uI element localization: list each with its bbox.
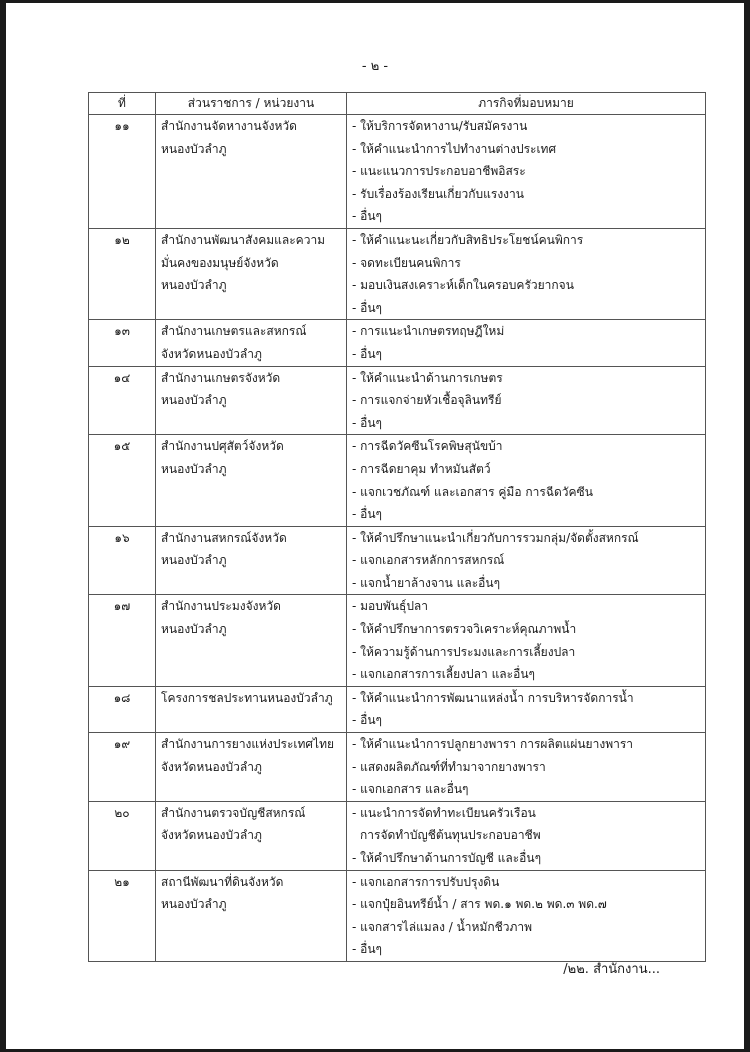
task-item: การจัดทำบัญชีต้นทุนประกอบอาชีพ xyxy=(360,828,541,843)
agency-name-line: สถานีพัฒนาที่ดินจังหวัด xyxy=(161,874,284,889)
header-number: ที่ xyxy=(89,93,156,115)
agency-cell xyxy=(156,115,347,229)
task-item: - ให้คำปรึกษาแนะนำเกี่ยวกับการรวมกลุ่ม/จัดตั้งสหกรณ์ xyxy=(352,530,639,545)
agency-cell xyxy=(156,320,347,366)
task-item: - ให้คำแนะนำการปลูกยางพารา การผลิตแผ่นยางพารา xyxy=(352,737,634,752)
table-row xyxy=(89,435,706,526)
tasks-cell xyxy=(347,366,706,435)
document-page xyxy=(6,3,744,1049)
task-item: - จดทะเบียนคนพิการ xyxy=(352,255,461,270)
row-number: ๑๕ xyxy=(89,435,156,526)
task-item: - รับเรื่องร้องเรียนเกี่ยวกับแรงงาน xyxy=(352,186,524,201)
agency-cell xyxy=(156,366,347,435)
agency-name-line: สำนักงานตรวจบัญชีสหกรณ์ xyxy=(161,805,306,820)
agency-name-line: จังหวัดหนองบัวลำภู xyxy=(161,346,262,361)
agency-name-line: สำนักงานประมงจังหวัด xyxy=(161,599,281,614)
agency-name-line: จังหวัดหนองบัวลำภู xyxy=(161,828,262,843)
tasks-cell xyxy=(347,320,706,366)
task-item: - แจกน้ำยาล้างจาน และอื่นๆ xyxy=(352,575,501,590)
agency-cell xyxy=(156,526,347,595)
continuation-reference: /๒๒. สำนักงาน... xyxy=(563,962,660,977)
task-item: - การฉีดยาคุม ทำหมันสัตว์ xyxy=(352,461,491,476)
task-item: - ให้คำแนะนะเกี่ยวกับสิทธิประโยชน์คนพิการ xyxy=(352,232,584,247)
table-row xyxy=(89,228,706,319)
table-row xyxy=(89,870,706,961)
agency-name-line: จังหวัดหนองบัวลำภู xyxy=(161,759,262,774)
task-item: - แนะแนวการประกอบอาชีพอิสระ xyxy=(352,164,526,179)
tasks-cell xyxy=(347,870,706,961)
row-number: ๑๔ xyxy=(89,366,156,435)
agency-name-line: สำนักงานพัฒนาสังคมและความ xyxy=(161,232,326,247)
task-item: - อื่นๆ xyxy=(352,507,382,522)
table-row xyxy=(89,686,706,732)
agency-name-line: สำนักงานการยางแห่งประเทศไทย xyxy=(161,737,335,752)
agency-name-line: หนองบัวลำภู xyxy=(161,897,227,912)
task-item: - อื่นๆ xyxy=(352,713,382,728)
task-item: - การฉีดวัคซีนโรคพิษสุนัขบ้า xyxy=(352,439,503,454)
agency-name-line: หนองบัวลำภู xyxy=(161,461,227,476)
agency-cell xyxy=(156,733,347,802)
tasks-cell xyxy=(347,526,706,595)
task-item: - แจกเอกสารการปรับปรุงดิน xyxy=(352,874,500,889)
agency-cell xyxy=(156,801,347,870)
tasks-cell xyxy=(347,228,706,319)
table-body xyxy=(89,115,706,962)
task-item: - มอบพันธุ์ปลา xyxy=(352,599,429,614)
task-item: - แจกเอกสารการเลี้ยงปลา และอื่นๆ xyxy=(352,667,535,682)
task-item: - แสดงผลิตภัณฑ์ที่ทำมาจากยางพารา xyxy=(352,759,546,774)
agency-cell xyxy=(156,228,347,319)
task-item: - ให้คำแนะนำการพัฒนาแหล่งน้ำ การบริหารจัดการน้ำ xyxy=(352,690,634,705)
agency-name-line: สำนักงานเกษตรและสหกรณ์ xyxy=(161,324,307,339)
task-item: - แจกเอกสาร และอื่นๆ xyxy=(352,782,469,797)
tasks-cell xyxy=(347,115,706,229)
page-number: - ๒ - xyxy=(361,59,389,74)
task-item: - แนะนำการจัดทำทะเบียนครัวเรือน xyxy=(352,805,536,820)
row-number: ๑๑ xyxy=(89,115,156,229)
agency-cell xyxy=(156,686,347,732)
row-number: ๑๗ xyxy=(89,595,156,686)
task-item: - แจกปุ๋ยอินทรีย์น้ำ / สาร พด.๑ พด.๒ พด.๓ พด.๗ xyxy=(352,897,607,912)
agency-name-line: หนองบัวลำภู xyxy=(161,622,227,637)
agency-name-line: สำนักงานปศุสัตว์จังหวัด xyxy=(161,439,284,454)
row-number: ๑๖ xyxy=(89,526,156,595)
agency-cell xyxy=(156,435,347,526)
agency-name-line: หนองบัวลำภู xyxy=(161,393,227,408)
task-item: - อื่นๆ xyxy=(352,209,382,224)
header-agency: ส่วนราชการ / หน่วยงาน xyxy=(156,93,347,115)
task-item: - มอบเงินสงเคราะห์เด็กในครอบครัวยากจน xyxy=(352,278,574,293)
row-number: ๑๒ xyxy=(89,228,156,319)
agency-name-line: มั่นคงของมนุษย์จังหวัด xyxy=(161,255,279,270)
table-row xyxy=(89,526,706,595)
task-item: - แจกสารไล่แมลง / น้ำหมักชีวภาพ xyxy=(352,919,533,934)
table-row xyxy=(89,801,706,870)
agency-cell xyxy=(156,595,347,686)
table-row xyxy=(89,595,706,686)
row-number: ๒๐ xyxy=(89,801,156,870)
task-item: - อื่นๆ xyxy=(352,300,382,315)
tasks-cell xyxy=(347,595,706,686)
task-item: - การแจกจ่ายหัวเชื้อจุลินทรีย์ xyxy=(352,393,502,408)
agency-name-line: หนองบัวลำภู xyxy=(161,141,227,156)
row-number: ๑๘ xyxy=(89,686,156,732)
task-item: - การแนะนำเกษตรทฤษฎีใหม่ xyxy=(352,324,505,339)
agency-name-line: สำนักงานจัดหางานจังหวัด xyxy=(161,119,297,133)
tasks-cell xyxy=(347,435,706,526)
row-number: ๒๑ xyxy=(89,870,156,961)
agency-name-line: หนองบัวลำภู xyxy=(161,278,227,293)
table-header-row xyxy=(89,93,706,115)
task-item: - ให้บริการจัดหางาน/รับสมัครงาน xyxy=(352,119,528,133)
duty-table xyxy=(88,92,706,962)
header-tasks: ภารกิจที่มอบหมาย xyxy=(347,93,706,115)
task-item: - แจกเวชภัณฑ์ และเอกสาร คู่มือ การฉีดวัคซีน xyxy=(352,484,593,499)
task-item: - ให้คำปรึกษาการตรวจวิเคราะห์คุณภาพน้ำ xyxy=(352,622,577,637)
task-item: - ให้ความรู้ด้านการประมงและการเลี้ยงปลา xyxy=(352,644,576,659)
task-item: - อื่นๆ xyxy=(352,415,382,430)
row-number: ๑๓ xyxy=(89,320,156,366)
agency-name-line: สำนักงานสหกรณ์จังหวัด xyxy=(161,530,287,545)
tasks-cell xyxy=(347,733,706,802)
agency-name-line: โครงการชลประทานหนองบัวลำภู xyxy=(161,690,333,705)
table-row xyxy=(89,366,706,435)
task-item: - ให้คำแนะนำด้านการเกษตร xyxy=(352,370,503,385)
row-number: ๑๙ xyxy=(89,733,156,802)
task-item: - แจกเอกสารหลักการสหกรณ์ xyxy=(352,553,505,568)
tasks-cell xyxy=(347,686,706,732)
agency-cell xyxy=(156,870,347,961)
table-row xyxy=(89,115,706,229)
task-item: - อื่นๆ xyxy=(352,942,382,957)
task-item: - อื่นๆ xyxy=(352,346,382,361)
task-item: - ให้คำแนะนำการไปทำงานต่างประเทศ xyxy=(352,141,557,156)
agency-name-line: หนองบัวลำภู xyxy=(161,553,227,568)
table-row xyxy=(89,733,706,802)
table-row xyxy=(89,320,706,366)
tasks-cell xyxy=(347,801,706,870)
agency-name-line: สำนักงานเกษตรจังหวัด xyxy=(161,370,281,385)
task-item: - ให้คำปรึกษาด้านการบัญชี และอื่นๆ xyxy=(352,851,542,865)
